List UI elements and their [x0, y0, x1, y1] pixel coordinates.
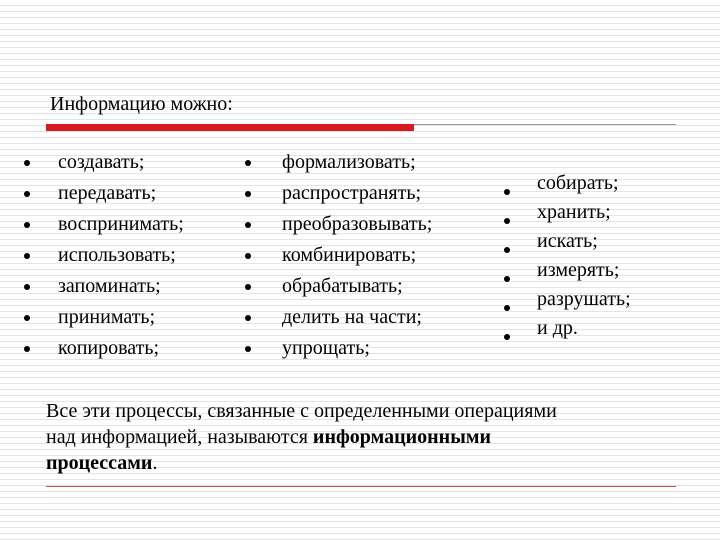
summary-bold-term-2: процессами — [46, 452, 153, 474]
list-item: копировать; — [58, 333, 184, 364]
list-item: принимать; — [58, 302, 184, 333]
list-item: и др. — [537, 314, 631, 343]
bullet-icon — [245, 191, 251, 197]
list-item: разрушать; — [537, 285, 631, 314]
bullet-icon — [24, 315, 30, 321]
list-item: упрощать; — [282, 333, 432, 364]
list-item: хранить; — [537, 198, 631, 227]
bullet-icon — [245, 222, 251, 228]
summary-paragraph — [46, 398, 696, 476]
summary-bold-term-1: информационными — [312, 426, 491, 448]
summary-line-2: над информацией, называются — [46, 426, 313, 448]
bullet-icon — [504, 305, 510, 311]
list-item: искать; — [537, 227, 631, 256]
list-item: преобразовывать; — [282, 209, 432, 240]
bullet-icon — [24, 253, 30, 259]
summary-line-1: Все эти процессы, связанные с определенными операциями — [46, 400, 557, 422]
bullet-icon — [245, 160, 251, 166]
bullet-icon — [24, 191, 30, 197]
bullet-icon — [245, 284, 251, 290]
bullet-icon — [245, 346, 251, 352]
list-item: передавать; — [58, 178, 184, 209]
slide-heading: Информацию можно: — [50, 93, 233, 115]
bullet-icon — [24, 160, 30, 166]
bullet-icon — [245, 253, 251, 259]
list-item: делить на части; — [282, 302, 432, 333]
list-item: распространять; — [282, 178, 432, 209]
bullet-icon — [504, 189, 510, 195]
list-item: измерять; — [537, 256, 631, 285]
actions-list-column-3 — [537, 169, 631, 343]
accent-bar — [46, 124, 414, 131]
actions-list-column-1 — [58, 147, 184, 364]
bullet-icon — [24, 346, 30, 352]
bullet-icon — [24, 222, 30, 228]
bullet-icon — [504, 276, 510, 282]
bullet-icon — [504, 218, 510, 224]
list-item: запоминать; — [58, 271, 184, 302]
footer-rule — [46, 486, 676, 487]
header-rule — [414, 124, 676, 125]
bullet-icon — [24, 284, 30, 290]
bullet-icon — [245, 315, 251, 321]
list-item: использовать; — [58, 240, 184, 271]
summary-end: . — [152, 452, 158, 474]
bullet-icon — [504, 247, 510, 253]
list-item: создавать; — [58, 147, 184, 178]
list-item: собирать; — [537, 169, 631, 198]
list-item: воспринимать; — [58, 209, 184, 240]
actions-list-column-2 — [282, 147, 432, 364]
list-item: формализовать; — [282, 147, 432, 178]
bullet-icon — [504, 334, 510, 340]
list-item: обрабатывать; — [282, 271, 432, 302]
list-item: комбинировать; — [282, 240, 432, 271]
